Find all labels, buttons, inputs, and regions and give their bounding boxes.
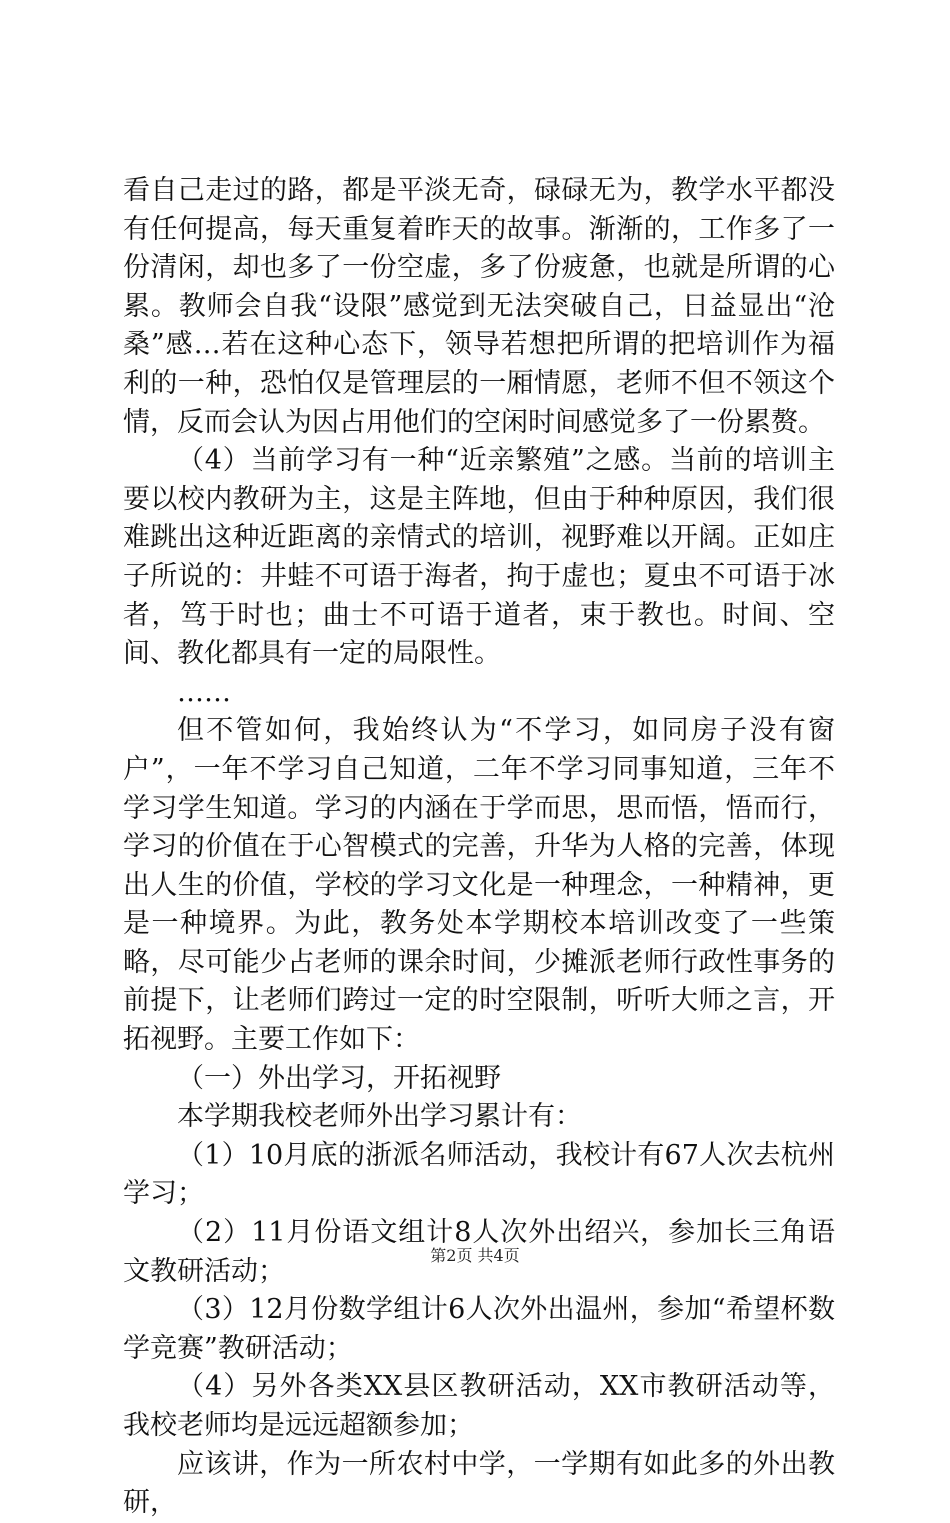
section-heading: （一）外出学习，开拓视野 (177, 1062, 501, 1094)
list-item-2: （2）11月份语文组计8人次外出绍兴，参加长三角语文教研活动； (123, 1217, 835, 1287)
list-item-3: （3）12月份数学组计6人次外出温州，参加“希望杯数学竞赛”教研活动； (123, 1294, 835, 1364)
page-footer: 第2页 共4页 (430, 1246, 520, 1265)
list-item-1: （1）10月底的浙派名师活动，我校计有67人次去杭州学习； (123, 1139, 835, 1210)
paragraph-2: （4）当前学习有一种“近亲繁殖”之感。当前的培训主要以校内教研为主，这是主阵地，但由于种种原因，我们很难跳出这种近距离的亲情式的培训，视野难以开阔。正如庄子所说的：井蛙不可语于海者，拘于虚也；夏虫不可语于冰者，笃于时也；曲士不可语于道者，束于教也。时间、空间、教化都具有一定的局限性。 (123, 445, 835, 670)
paragraph-1: 看自己走过的路，都是平淡无奇，碌碌无为，教学水平都没有任何提高，每天重复着昨天的故事。渐渐的，工作多了一份清闲，却也多了一份空虚，多了份疲惫，也就是所谓的心累。教师会自我“设限”感觉到无法突破自己，日益显出“沧桑”感…若在这种心态下，领导若想把所谓的把培训作为福利的一种，恐怕仅是管理层的一厢情愿，老师不但不领这个情，反而会认为因占用他们的空闲时间感觉多了一份累赘。 (123, 175, 835, 438)
paragraph-4: 本学期我校老师外出学习累计有： (177, 1101, 582, 1133)
document-body (123, 172, 835, 1523)
paragraph-ellipsis: …… (177, 676, 231, 708)
paragraph-5: 应该讲，作为一所农村中学，一学期有如此多的外出教研， (123, 1448, 835, 1519)
paragraph-3: 但不管如何，我始终认为“不学习，如同房子没有窗户”，一年不学习自己知道，二年不学习同事知道，三年不学习学生知道。学习的内涵在于学而思，思而悟，悟而行，学习的价值在于心智模式的完善，升华为人格的完善，体现出人生的价值，学校的学习文化是一种理念，一种精神，更是一种境界。为此，教务处本学期校本培训改变了一些策略，尽可能少占老师的课余时间，少摊派老师行政性事务的前提下，让老师们跨过一定的时空限制，听听大师之言，开拓视野。主要工作如下： (123, 715, 835, 1056)
list-item-4: （4）另外各类XX县区教研活动，XX市教研活动等，我校老师均是远远超额参加； (123, 1371, 835, 1441)
